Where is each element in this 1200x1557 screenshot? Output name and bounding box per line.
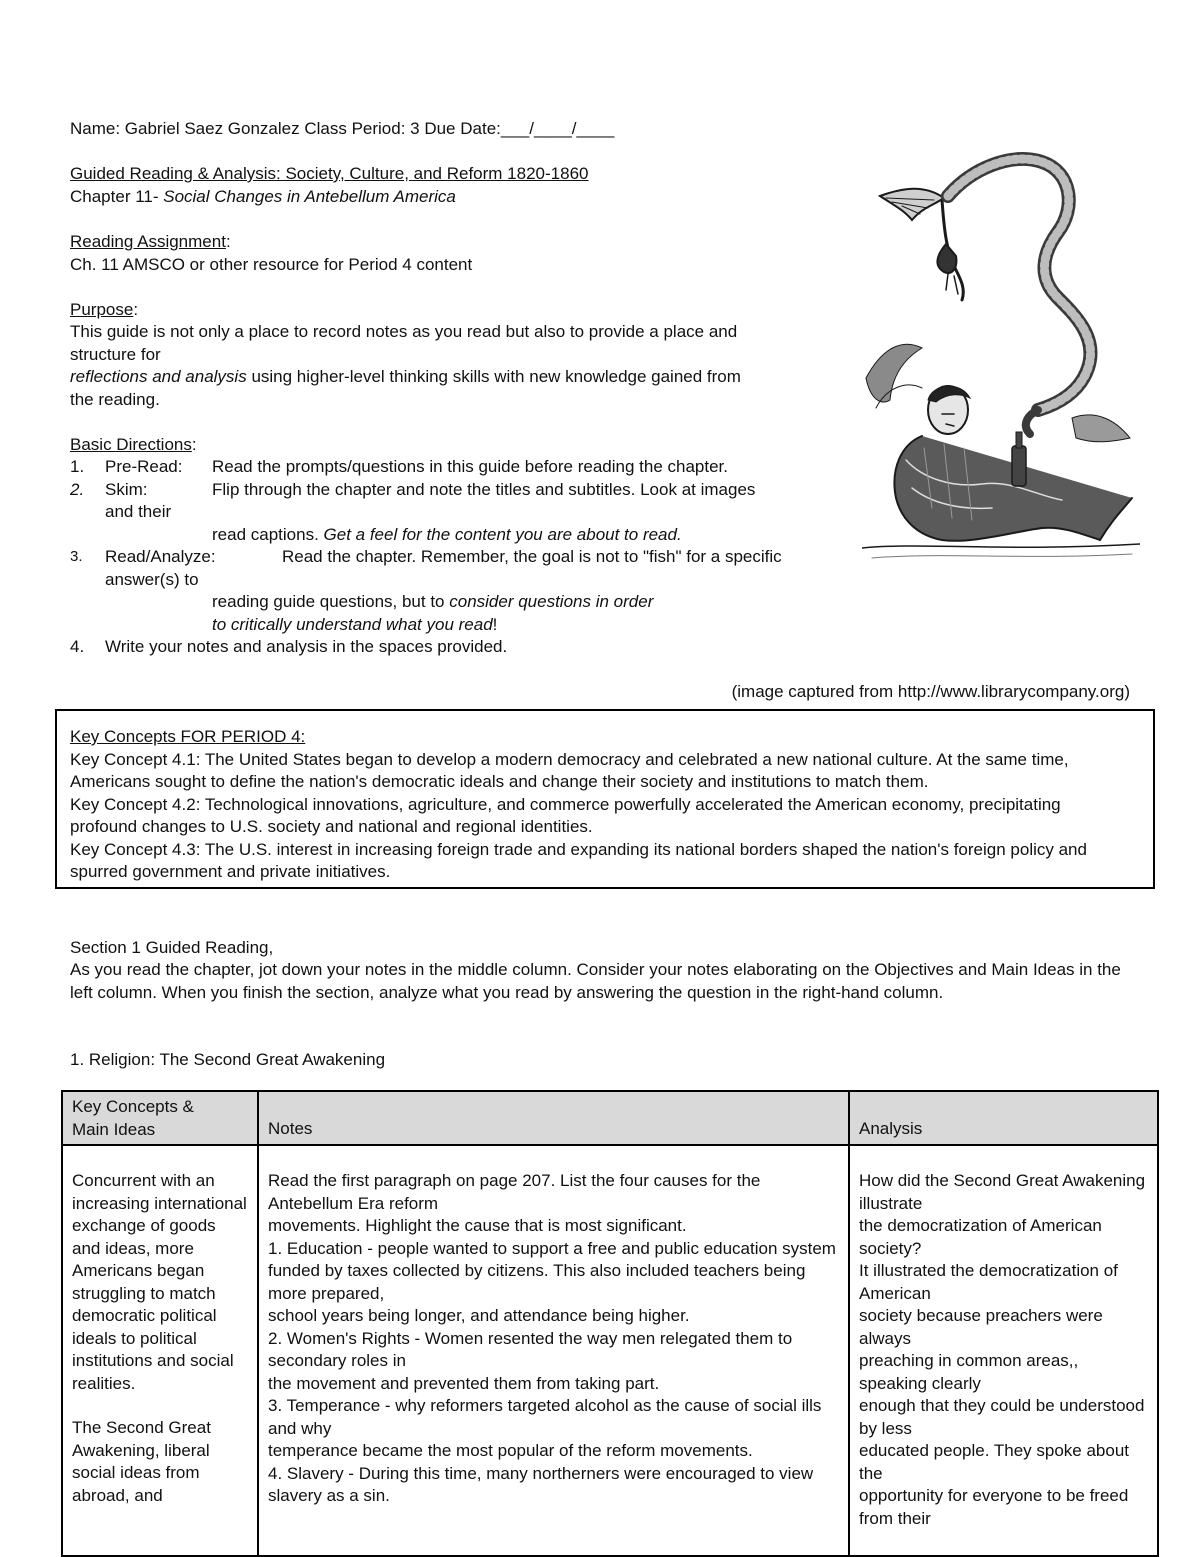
header-notes xyxy=(258,1091,849,1145)
key-concepts-heading: Key Concepts FOR PERIOD 4: xyxy=(70,727,306,746)
direction-continuation: answer(s) to xyxy=(105,569,199,589)
key-concept-4-3: Key Concept 4.3: The U.S. interest in increasing foreign trade and expanding its national borders shaped the nation's foreign policy and spurred government and private initiatives. xyxy=(70,839,1087,881)
directions-heading xyxy=(70,434,197,457)
directions-label: Basic Directions xyxy=(70,435,192,454)
table-row xyxy=(62,1145,1158,1556)
direction-continuation-end: ! xyxy=(492,614,498,634)
direction-label: Read/Analyze: xyxy=(105,547,216,566)
direction-text: Read the prompts/questions in this guide before reading the chapter. xyxy=(212,457,729,476)
note-line: Read the first paragraph on page 207. List the four causes for the Antebellum Era reform xyxy=(268,1171,761,1213)
direction-text: Write your notes and analysis in the spaces provided. xyxy=(105,637,508,656)
direction-item-2-cont xyxy=(70,501,870,524)
table-header-row xyxy=(62,1091,1158,1145)
purpose-line-3-rest: using higher-level thinking skills with new knowledge gained from xyxy=(246,367,741,386)
purpose-italic: reflections and analysis xyxy=(70,367,247,386)
analysis-line: the democratization of American society? xyxy=(859,1216,1102,1258)
header-analysis xyxy=(849,1091,1158,1145)
analysis-line: It illustrated the democratization of American xyxy=(859,1261,1118,1303)
direction-label: Skim: xyxy=(105,479,148,499)
purpose-line-4: the reading. xyxy=(70,390,160,409)
direction-continuation xyxy=(212,591,653,614)
analysis-line: enough that they could be understood by less xyxy=(859,1396,1145,1438)
guided-reading-table xyxy=(61,1090,1159,1557)
purpose-line-3 xyxy=(70,366,741,389)
header-key-concepts-line-1: Key Concepts & xyxy=(72,1097,194,1116)
chapter-title: Social Changes in Antebellum America xyxy=(163,187,456,206)
note-line: temperance became the most popular of the reform movements. xyxy=(268,1441,753,1460)
purpose-colon: : xyxy=(133,300,139,319)
direction-label: Pre-Read: xyxy=(105,457,183,476)
directions-list xyxy=(70,456,870,659)
analysis-line: preaching in common areas,, speaking clearly xyxy=(859,1351,1079,1393)
chapter-prefix: Chapter 11- xyxy=(70,187,164,206)
direction-number: 4. xyxy=(70,637,85,656)
chapter-line xyxy=(70,186,456,209)
header-analysis-label: Analysis xyxy=(859,1119,923,1138)
direction-item-3 xyxy=(70,546,870,569)
direction-continuation-italic: Get a feel for the content you are about to read. xyxy=(323,524,682,544)
direction-item-1 xyxy=(70,456,870,479)
main-idea-text: Concurrent with an increasing international exchange of goods and ideas, more Americans began struggling to match democratic political ideals to political institutions and social realities. xyxy=(72,1171,247,1393)
header-key-concepts-line-2: Main Ideas xyxy=(72,1119,156,1139)
note-line: funded by taxes collected by citizens. This also included teachers being more prepared, xyxy=(268,1261,806,1303)
student-info-line: Name: Gabriel Saez Gonzalez Class Period: 3 Due Date:___/____/____ xyxy=(70,119,615,138)
direction-continuation-italic: to critically understand what you read xyxy=(212,614,493,634)
direction-continuation-plain: reading guide questions, but to xyxy=(212,592,450,611)
direction-continuation-plain: read captions. xyxy=(212,524,324,544)
direction-item-3-cont xyxy=(70,569,870,592)
direction-item-3-cont-2 xyxy=(70,591,870,614)
note-line: 3. Temperance - why reformers targeted alcohol as the cause of social ills and why xyxy=(268,1396,822,1438)
note-line: 4. Slavery - During this time, many northerners were encouraged to view slavery as a sin. xyxy=(268,1463,814,1505)
section1-heading: Section 1 Guided Reading, xyxy=(70,938,274,957)
note-line: movements. Highlight the cause that is most significant. xyxy=(268,1216,687,1235)
purpose-label: Purpose xyxy=(70,300,134,319)
key-concepts-cell xyxy=(62,1145,258,1556)
direction-text: Read the chapter. Remember, the goal is not to "fish" for a specific xyxy=(282,547,782,566)
direction-text: Flip through the chapter and note the titles and subtitles. Look at images xyxy=(212,479,756,499)
note-line: 2. Women's Rights - Women resented the way men relegated them to secondary roles in xyxy=(268,1328,793,1370)
direction-continuation-italic: consider questions in order xyxy=(449,592,654,611)
purpose-line-2: structure for xyxy=(70,345,161,364)
purpose-heading xyxy=(70,299,138,322)
note-line: 1. Education - people wanted to support a free and public education system xyxy=(268,1238,836,1258)
note-line: the movement and prevented them from taking part. xyxy=(268,1373,660,1393)
analysis-line: How did the Second Great Awakening illustrate xyxy=(859,1171,1146,1213)
direction-item-2-cont-2 xyxy=(70,524,870,547)
reading-assignment-colon: : xyxy=(225,232,231,251)
direction-item-4 xyxy=(70,636,870,659)
note-line: school years being longer, and attendance being higher. xyxy=(268,1306,690,1325)
header-key-concepts xyxy=(62,1091,258,1145)
direction-continuation xyxy=(212,614,497,637)
purpose-line-1: This guide is not only a place to record notes as you read but also to provide a place and xyxy=(70,322,738,341)
direction-number: 3. xyxy=(70,548,83,565)
key-concepts xyxy=(70,726,1130,884)
image-credit: (image captured from http://www.librarycompany.org) xyxy=(731,682,1130,701)
direction-item-2 xyxy=(70,479,870,502)
reading-assignment-label: Reading Assignment xyxy=(70,232,226,251)
reading-assignment-heading xyxy=(70,231,231,254)
direction-continuation xyxy=(212,524,682,547)
direction-number: 1. xyxy=(70,457,85,476)
notes-cell[interactable] xyxy=(258,1145,849,1556)
key-concept-4-1: Key Concept 4.1: The United States began to develop a modern democracy and celebrated a new national culture. At the same time, Americans sought to define the nation's democratic ideals and change their society and institutions to match them. xyxy=(70,749,1069,791)
guide-title: Guided Reading & Analysis: Society, Culture, and Reform 1820-1860 xyxy=(70,164,589,183)
direction-continuation: and their xyxy=(105,502,172,521)
analysis-line: society because preachers were always xyxy=(859,1306,1103,1348)
direction-number: 2. xyxy=(70,479,85,499)
section1-topic: 1. Religion: The Second Great Awakening xyxy=(70,1050,386,1069)
directions-colon: : xyxy=(191,435,197,454)
analysis-line: educated people. They spoke about the xyxy=(859,1441,1130,1483)
direction-item-3-cont-3 xyxy=(70,614,870,637)
reading-assignment-text: Ch. 11 AMSCO or other resource for Period 4 content xyxy=(70,255,473,274)
analysis-line: opportunity for everyone to be freed from their xyxy=(859,1486,1129,1528)
main-idea-text: The Second Great Awakening, liberal social ideas from abroad, and xyxy=(72,1418,211,1505)
header-notes-label: Notes xyxy=(268,1119,313,1138)
temperance-illustration xyxy=(862,148,1140,566)
section1-instructions: As you read the chapter, jot down your notes in the middle column. Consider your notes elaborating on the Objectives and Main Ideas in the left column. When you finish the section, analyze what you read by answering the question in the right-hand column. xyxy=(70,960,1121,1002)
analysis-cell[interactable] xyxy=(849,1145,1158,1556)
key-concept-4-2: Key Concept 4.2: Technological innovations, agriculture, and commerce powerfully accelerated the American economy, precipitating profound changes to U.S. society and national and regional identities. xyxy=(70,794,1061,836)
